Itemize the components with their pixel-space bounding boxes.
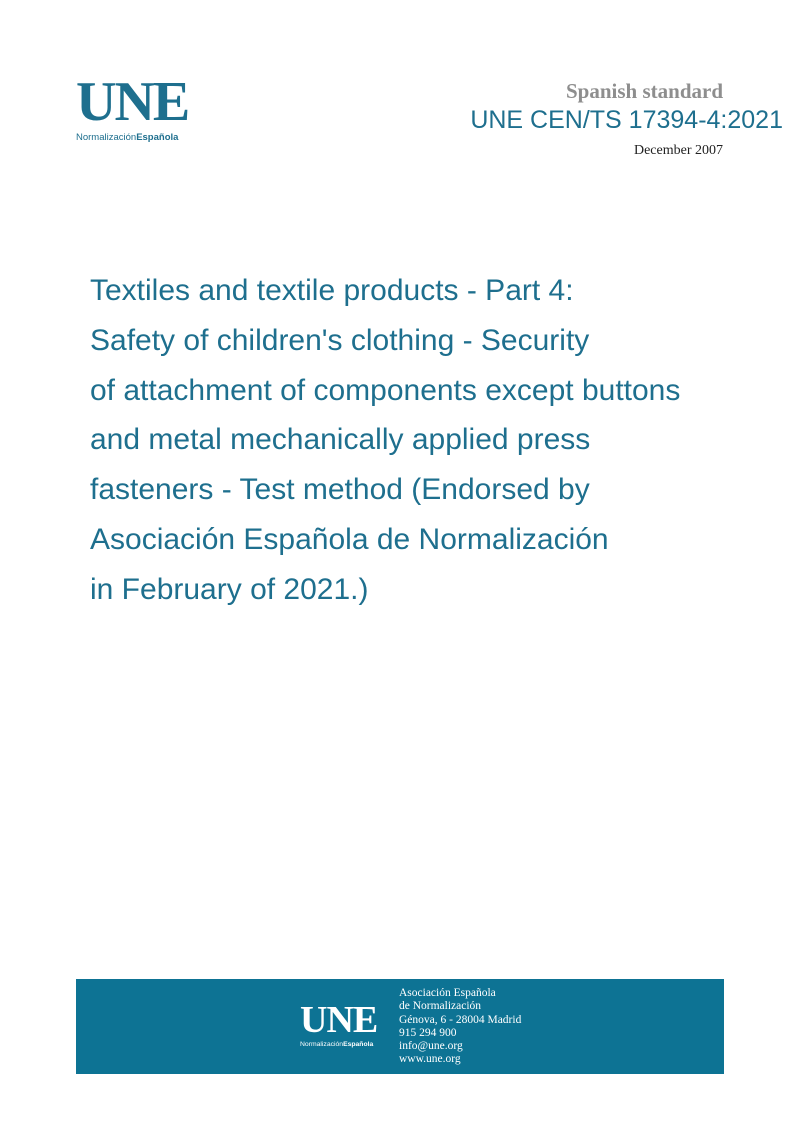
org-address: Génova, 6 - 28004 Madrid (399, 1013, 522, 1026)
title-line: Textiles and textile products - Part 4: (90, 274, 574, 307)
logo-mark: UNE (76, 71, 189, 133)
footer-logo-tagline-part1: Normalización (300, 1041, 344, 1048)
org-phone: 915 294 900 (399, 1026, 457, 1039)
title-line: fasteners - Test method (Endorsed by (90, 473, 590, 507)
document-title (90, 266, 770, 615)
org-name-line2: de Normalización (399, 1000, 482, 1013)
title-line: of attachment of components except buttons (90, 373, 681, 407)
une-logo (76, 71, 206, 143)
footer-une-logo (300, 1001, 390, 1048)
contact-info (399, 987, 521, 1067)
document-kind: Spanish standard (566, 79, 723, 103)
footer-logo-tagline (300, 1041, 390, 1048)
footer-band (76, 979, 724, 1074)
logo-tagline-part1: Normalización (76, 132, 137, 143)
standard-code: UNE CEN/TS 17394-4:2021 (470, 106, 783, 134)
org-website-link[interactable]: www.une.org (399, 1053, 461, 1066)
footer-logo-tagline-part2: Española (343, 1041, 374, 1048)
logo-tagline-part2: Española (136, 132, 179, 143)
org-email-link[interactable]: info@une.org (399, 1040, 463, 1053)
document-header (470, 78, 783, 164)
footer-logo-mark: UNE (300, 999, 378, 1041)
logo-tagline (76, 132, 206, 143)
org-name-line1: Asociación Española (399, 987, 496, 999)
title-line: in February of 2021.) (90, 572, 369, 606)
title-line: and metal mechanically applied press (90, 423, 591, 457)
publication-date: December 2007 (633, 143, 723, 158)
title-line: Asociación Española de Normalización (90, 522, 609, 556)
title-line: Safety of children's clothing - Security (90, 323, 590, 357)
